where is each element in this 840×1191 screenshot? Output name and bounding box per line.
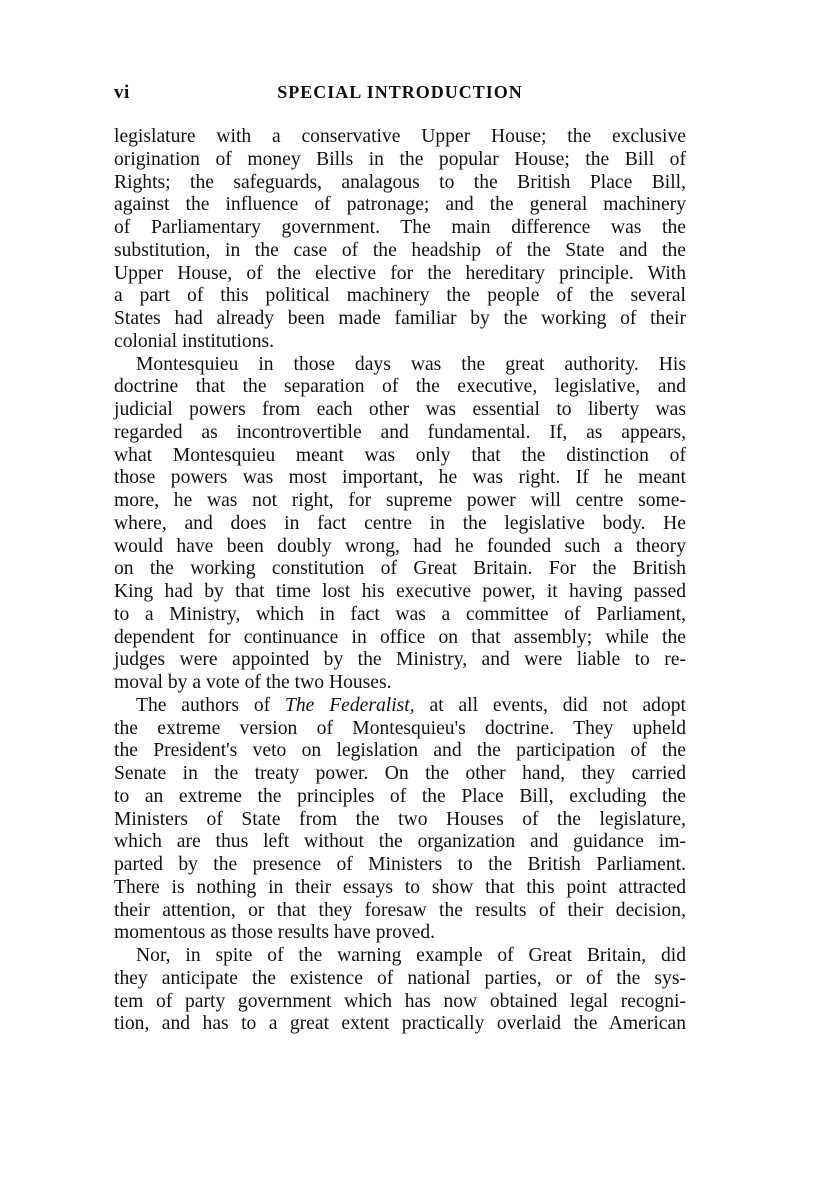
text-line: judges were appointed by the Ministry, and were liable to re- — [114, 649, 686, 671]
paragraph-start-line: Nor, in spite of the warning example of Great Britain, did — [136, 945, 686, 966]
text-line: what Montesquieu meant was only that the distinction of — [114, 444, 686, 466]
text-line: of Parliamentary government. The main difference was the — [114, 217, 686, 238]
book-title-italic: The Federalist, — [284, 694, 415, 716]
text-after-title: at all events, did not adopt — [414, 694, 686, 716]
text-line: Senate in the treaty power. On the other hand, they carried — [114, 763, 686, 784]
text-line: they anticipate the existence of national parties, or of the sys- — [114, 967, 686, 989]
text-line: regarded as incontrovertible and fundamental. If, as appears, — [114, 421, 686, 443]
paragraph-start-line — [114, 695, 686, 718]
page-number: vi — [114, 82, 130, 103]
running-head-title: SPECIAL INTRODUCTION — [277, 82, 523, 102]
text-line: tem of party government which has now obtained legal recogni- — [114, 990, 686, 1012]
text-line: where, and does in fact centre in the legislative body. He — [114, 512, 686, 534]
text-line: to a Ministry, which in fact was a committee of Parliament, — [114, 603, 686, 625]
text-line: States had already been made familiar by the working of their — [114, 308, 686, 329]
text-line: There is nothing in their essays to show that this point attracted — [114, 876, 686, 898]
paragraph-start-line: Montesquieu in those days was the great authority. His — [136, 353, 686, 375]
text-line: would have been doubly wrong, had he founded such a theory — [114, 535, 686, 557]
text-line: origination of money Bills in the popular House; the Bill of — [114, 148, 686, 170]
text-line: tion, and has to a great extent practically overlaid the American — [114, 1013, 686, 1035]
text-line: to an extreme the principles of the Place Bill, excluding the — [114, 785, 686, 807]
text-line: King had by that time lost his executive power, it having passed — [114, 581, 686, 602]
body-text — [114, 126, 686, 1036]
text-line: more, he was not right, for supreme power will centre some- — [114, 490, 686, 511]
text-line: legislature with a conservative Upper House; the exclusive — [114, 126, 686, 147]
text-before-title: The authors of — [136, 694, 285, 716]
text-line: parted by the presence of Ministers to the British Parliament. — [114, 854, 686, 875]
text-line: doctrine that the separation of the executive, legislative, and — [114, 376, 686, 398]
text-line: the extreme version of Montesquieu's doctrine. They upheld — [114, 717, 686, 739]
text-line: judicial powers from each other was essential to liberty was — [114, 399, 686, 420]
text-line: moval by a vote of the two Houses. — [114, 672, 392, 693]
text-line: Upper House, of the elective for the hereditary principle. With — [114, 262, 686, 284]
text-line: against the influence of patronage; and the general machinery — [114, 194, 686, 216]
text-line: Ministers of State from the two Houses of the legislature, — [114, 808, 686, 830]
text-line: colonial institutions. — [114, 330, 275, 352]
text-line: momentous as those results have proved. — [114, 922, 436, 944]
text-line: the President's veto on legislation and the participation of the — [114, 740, 686, 762]
text-line: a part of this political machinery the people of the several — [114, 285, 686, 307]
text-line: Rights; the safeguards, analagous to the British Place Bill, — [114, 171, 686, 193]
running-head — [114, 82, 686, 112]
text-line: those powers was most important, he was right. If he meant — [114, 467, 686, 489]
text-line: substitution, in the case of the headship of the State and the — [114, 239, 686, 261]
text-line: dependent for continuance in office on that assembly; while the — [114, 626, 686, 648]
text-line: on the working constitution of Great Britain. For the British — [114, 558, 686, 580]
text-line: which are thus left without the organization and guidance im- — [114, 831, 686, 853]
text-line: their attention, or that they foresaw the results of their decision, — [114, 899, 686, 921]
